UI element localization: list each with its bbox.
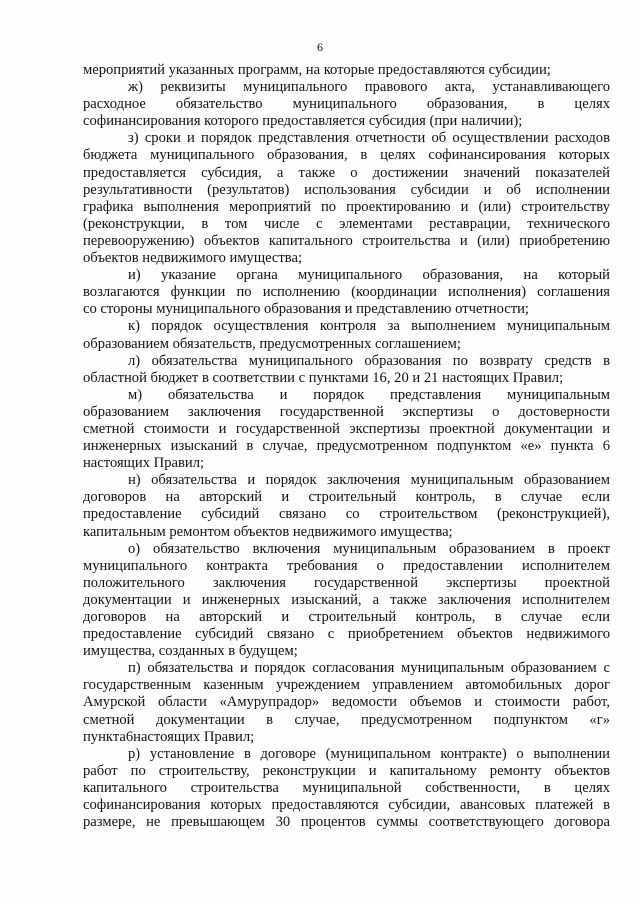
text-line: з) сроки и порядок представления отчетности об осуществлении расходов	[128, 130, 610, 147]
text-line: настоящих Правил;	[83, 455, 205, 472]
text-line: м) обязательства и порядок представления муниципальным	[128, 386, 610, 403]
text-line: Амурской области «Амурупрадор» ведомости объемов и стоимости работ,	[83, 694, 610, 711]
text-line: о) обязательство включения муниципальным образованием в проект	[128, 540, 610, 557]
text-line: положительного заключения государственной экспертизы проектной	[83, 574, 610, 591]
text-line: образованием заключения государственной экспертизы о достоверности	[83, 403, 610, 420]
text-line: со стороны муниципального образования и представлению отчетности;	[83, 301, 529, 318]
text-line: расходное обязательство муниципального образования, в целях	[83, 96, 610, 113]
text-line: л) обязательства муниципального образования по возврату средств в	[128, 352, 610, 369]
text-line: р) установление в договоре (муниципальном контракте) о выполнении	[128, 745, 610, 762]
text-line: софинансирования которых предоставляются субсидии, авансовых платежей в	[83, 797, 610, 814]
text-line: к) порядок осуществления контроля за выполнением муниципальным	[128, 318, 610, 335]
text-line: капитальным ремонтом объектов недвижимого имущества;	[83, 523, 453, 540]
text-line: п) обязательства и порядок согласования муниципальным образованием с	[128, 660, 610, 677]
text-line: документации и инженерных изысканий, а также заключения исполнителем	[83, 591, 610, 608]
text-line: ж) реквизиты муниципального правового акта, устанавливающего	[128, 79, 610, 96]
text-line: возлагаются функции по исполнению (координации исполнения) соглашения	[83, 284, 610, 301]
text-line: имущества, созданных в будущем;	[83, 643, 298, 660]
text-line: и) указание органа муниципального образования, на который	[128, 267, 610, 284]
text-line: муниципального контракта требования о предоставлении исполнителем	[83, 557, 610, 574]
text-block	[83, 62, 610, 831]
text-line: н) обязательства и порядок заключения муниципальным образованием	[128, 472, 610, 489]
text-line: (реконструкции, в том числе с элементами реставрации, технического	[83, 215, 610, 232]
text-line: инженерных изысканий в случае, предусмотренном подпунктом «е» пункта 6	[83, 438, 610, 455]
text-line: государственным казенным учреждением управлением автомобильных дорог	[83, 677, 610, 694]
text-line: результативности (результатов) использования субсидии и об исполнении	[83, 181, 610, 198]
text-line: сметной стоимости и государственной экспертизы проектной документации и	[83, 420, 610, 437]
text-line: перевооружению) объектов капитального строительства и (или) приобретению	[83, 232, 610, 249]
text-line: объектов недвижимого имущества;	[83, 250, 303, 267]
text-line: сметной документации в случае, предусмотренном подпунктом «г»	[83, 711, 610, 728]
text-line: договоров на авторский и строительный контроль, в случае если	[83, 609, 610, 625]
text-line: областной бюджет в соответствии с пунктами 16, 20 и 21 настоящих Правил;	[83, 369, 564, 386]
text-line: пункта6настоящих Правил;	[83, 728, 255, 745]
text-line: размере, не превышающем 30 процентов суммы соответствующего договора	[83, 814, 610, 831]
text-line: графика выполнения мероприятий по проектированию и (или) строительству	[83, 198, 610, 215]
text-line: предоставляется субсидия, а также о достижении значений показателей	[83, 164, 610, 181]
text-line: образованием обязательств, предусмотренных соглашением;	[83, 335, 461, 352]
text-line: бюджета муниципального образования, в целях софинансирования которых	[83, 147, 610, 164]
page-number: 6	[317, 40, 323, 54]
text-line: предоставление субсидий связано с приобретением объектов недвижимого	[83, 626, 610, 643]
text-line: мероприятий указанных программ, на которые предоставляются субсидии;	[83, 62, 551, 78]
text-line: софинансирования которого предоставляется субсидия (при наличии);	[83, 113, 523, 130]
text-line: капитального строительства муниципальной собственности, в целях	[83, 779, 610, 796]
text-line: работ по строительству, реконструкции и капитальному ремонту объектов	[83, 762, 610, 779]
text-line: предоставление субсидий связано со строительством (реконструкцией),	[83, 506, 610, 523]
text-line: договоров на авторский и строительный контроль, в случае если	[83, 489, 610, 506]
